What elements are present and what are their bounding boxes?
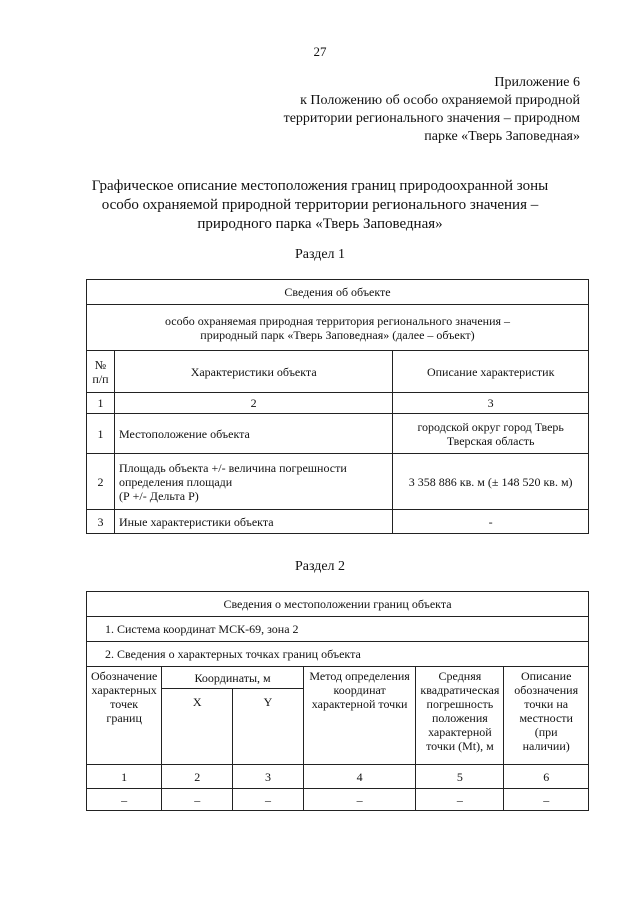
section-2-heading: Раздел 2 (294, 559, 346, 574)
row-characteristic: Иные характеристики объекта (114, 510, 392, 534)
row-characteristic: Местоположение объекта (114, 414, 392, 454)
data-cell: – (504, 789, 589, 811)
object-name-line: особо охраняемая природная территория регионального значения – (164, 313, 511, 328)
header-line: Обозначение (91, 669, 158, 683)
row-characteristic (114, 454, 392, 510)
col-header-y: Y (233, 689, 304, 765)
col-header-point-designation (87, 667, 162, 765)
header-line: характерных (91, 683, 157, 697)
col-header-num (87, 351, 115, 393)
header-line: местности (519, 711, 573, 725)
header-line: точек (110, 697, 139, 711)
row-description (393, 414, 589, 454)
row-number: 2 (87, 454, 115, 510)
index-cell: 6 (504, 765, 589, 789)
header-line: точки на (524, 697, 569, 711)
header-line: Описание (520, 669, 572, 683)
table-row (87, 510, 589, 534)
header-line: границ (106, 711, 142, 725)
col-header-num-line: п/п (92, 371, 109, 386)
title-line: особо охраняемой природной территории регионального значения – (101, 197, 539, 213)
row-description-line: городской округ город Тверь (417, 419, 564, 434)
col-header-method (303, 667, 416, 765)
header-line: точки (Mt), м (426, 739, 494, 753)
row-description-line: Тверская область (446, 433, 535, 448)
index-cell: 2 (114, 393, 392, 414)
row-description: 3 358 886 кв. м (± 148 520 кв. м) (393, 454, 589, 510)
title-line: Графическое описание местоположения границ природоохранной зоны (91, 178, 549, 194)
appendix-reference (180, 74, 580, 146)
index-cell: 1 (87, 393, 115, 414)
col-header-x: X (162, 689, 233, 765)
header-line: погрешность (426, 697, 494, 711)
page-number: 27 (313, 44, 327, 59)
data-cell: – (87, 789, 162, 811)
document-title (60, 177, 580, 234)
col-header-coordinates: Координаты, м (162, 667, 304, 689)
header-line: координат (333, 683, 386, 697)
index-cell: 3 (233, 765, 304, 789)
header-line: обозначения (514, 683, 579, 697)
appendix-line: территории регионального значения – природном (283, 111, 580, 126)
table-row (87, 454, 589, 510)
index-cell: 2 (162, 765, 233, 789)
data-cell: – (162, 789, 233, 811)
row-number: 1 (87, 414, 115, 454)
col-header-error (416, 667, 504, 765)
table-header: Сведения о местоположении границ объекта (87, 592, 589, 617)
section-1-heading: Раздел 1 (294, 247, 346, 262)
appendix-line: парке «Тверь Заповедная» (424, 129, 580, 144)
col-header-characteristics: Характеристики объекта (114, 351, 392, 393)
header-line: характерной точки (311, 697, 408, 711)
data-cell: – (233, 789, 304, 811)
row-number: 3 (87, 510, 115, 534)
header-line: положения (432, 711, 488, 725)
index-cell: 4 (303, 765, 416, 789)
points-info-row: 2. Сведения о характерных точках границ объекта (87, 642, 589, 667)
object-name-cell (87, 305, 589, 351)
appendix-line: к Положению об особо охраняемой природной (300, 93, 580, 108)
coordinate-system-row: 1. Система координат МСК-69, зона 2 (87, 617, 589, 642)
data-cell: – (303, 789, 416, 811)
row-characteristic-line: определения площади (118, 474, 233, 489)
col-header-num-line: № (94, 357, 107, 372)
row-characteristic-line: (Р +/- Дельта Р) (118, 488, 199, 503)
header-line: (при (534, 725, 558, 739)
header-line: Средняя (438, 669, 482, 683)
row-characteristic-line: Площадь объекта +/- величина погрешности (118, 460, 347, 475)
table-row (87, 414, 589, 454)
header-line: Метод определения (309, 669, 410, 683)
title-line: природного парка «Тверь Заповедная» (197, 216, 443, 232)
table-header: Сведения об объекте (87, 280, 589, 305)
data-cell: – (416, 789, 504, 811)
index-cell: 1 (87, 765, 162, 789)
appendix-line: Приложение 6 (494, 75, 580, 90)
header-line: наличии) (522, 739, 570, 753)
index-cell: 3 (393, 393, 589, 414)
row-description: - (393, 510, 589, 534)
boundary-points-table (86, 591, 589, 811)
object-name-line: природный парк «Тверь Заповедная» (далее – объект) (200, 327, 475, 342)
table-row (87, 789, 589, 811)
col-header-description: Описание характеристик (393, 351, 589, 393)
header-line: квадратическая (420, 683, 500, 697)
index-cell: 5 (416, 765, 504, 789)
col-header-point-description (504, 667, 589, 765)
header-line: характерной (428, 725, 492, 739)
object-info-table (86, 279, 589, 534)
